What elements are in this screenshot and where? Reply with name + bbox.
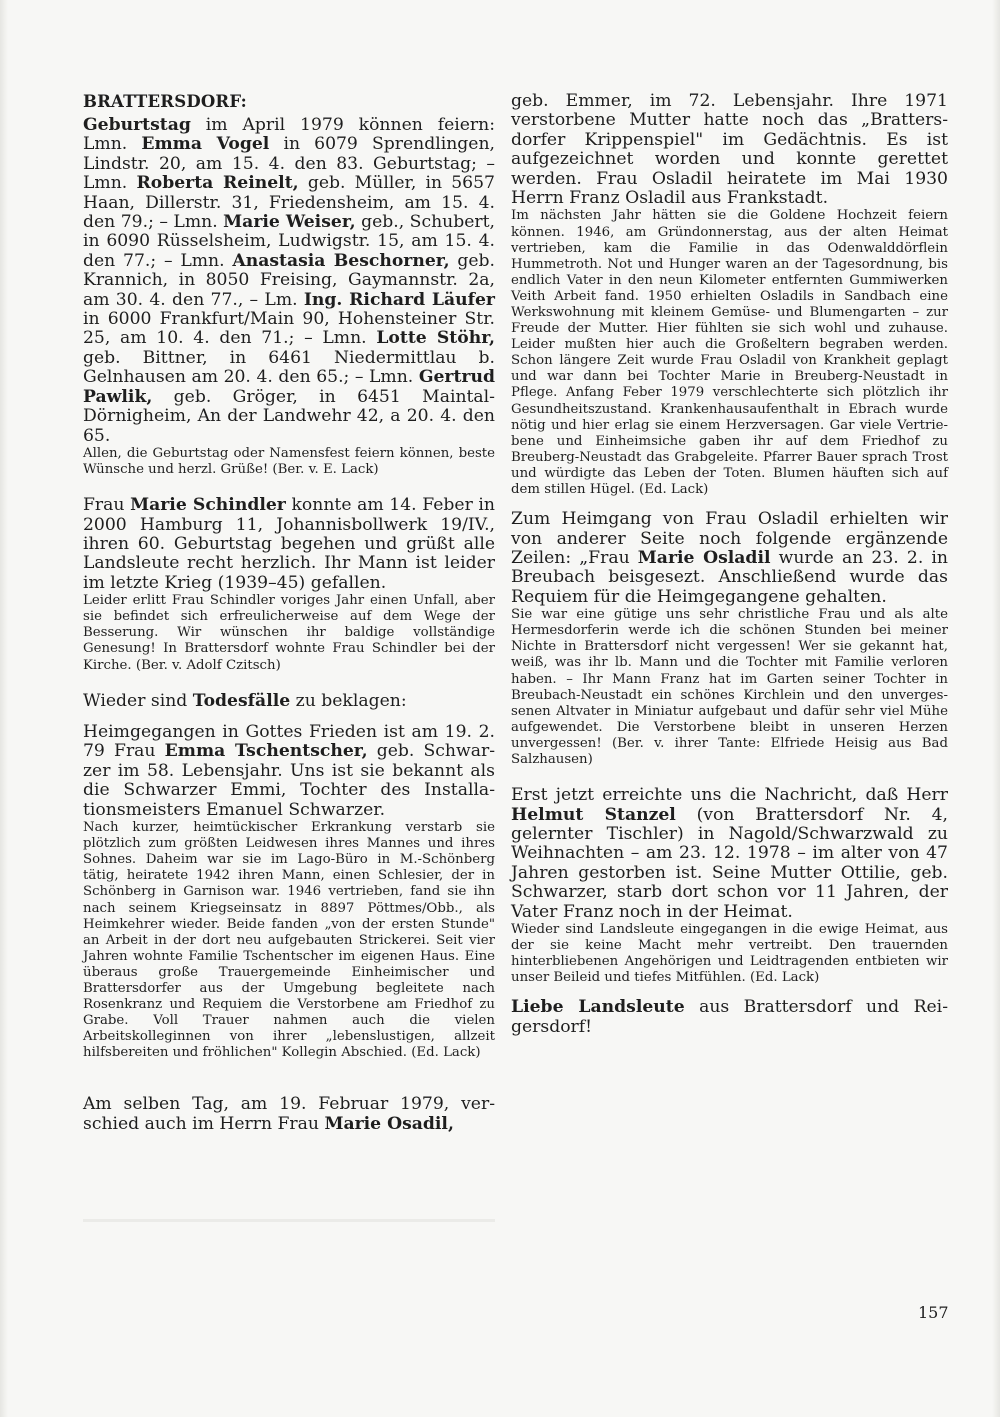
page-edge-right [992,0,1000,1417]
schindler-birthday-paragraph: Frau Marie Schindler konnte am 14. Feber in 2000 Hamburg 11, Johannisbollwerk 19/IV., ihren 60. Geburtstag begehen und grüßt alle Landsleute recht herzlich. Ihr Mann ist leider im letzte Krieg (1939–45) gefallen. [83,495,496,593]
bold-name: Helmut Stanzel [511,804,676,825]
bold-name: Marie Osadil, [324,1113,454,1134]
right-column [511,92,948,1037]
bold-name: Geburtstag [83,115,191,135]
bold-name: Marie Schindler [130,495,286,516]
osladil-aunt-note: Sie war eine gütige uns sehr christliche Frau und als alte Hermesdorferin werde ich die schönen Stunden bei meiner Nichte in Brattersdorf nicht vergessen! Wer sie gekannt hat, weiß, was ihr lb. Mann und die Tochter mit Familie verloren haben. – Ihr Mann Franz hat im Garten seiner Tochter in Breubach-Neustadt ein schönes Kirchlein und den unvergessenen Altvater in Miniatur aufgebaut und dafür sehr viel Mühe aufgewendet. Die Verstorbene bleibt in unseren Herzen unvergessen! (Ber. v. ihrer Tante: Elfriede Heisig aus Bad Salzhausen) [511,607,948,767]
bold-name: Todesfälle [192,690,291,711]
bold-name: Ing. Richard Läufer [303,289,495,310]
faint-divider [83,1219,495,1222]
tschentscher-obituary-note: Nach kurzer, heimtückischer Erkrankung verstarb sie plötzlich zum größten Leidwesen ihres Mannes und ihres Sohnes. Daheim war sie im Lago-Büro in M.-Schönberg tätig, heiratete 1942 ihren Mann, einen Schlesier, der in Schönberg in Garnison war. 1946 vertrieben, fand sie ihn nach seinem Kriegseinsatz in 8897 Pöttmes/Obb., als Heimkehrer wieder. Beide fanden „von der ersten Stunde" an Arbeit in der dort neu aufgebauten Strickerei. Seit vier Jahren wohnte Familie Tschentscher im eigenen Haus. Eine überaus große Trauergemeinde Einheimischer und Brattersdorfer aus der Umgebung begleitete nach Rosenkranz und Requiem die Verstorbene am Friedhof zu Grabe. Voll Trauer nahmen auch die vielen Arbeitskolleginnen von ihrer „lebenslustigen, allzeit hilfsbereiten und fröhlichen" Kollegin Abschied. (Ed. Lack) [83,820,495,1061]
section-heading: BRATTERSDORF: [83,92,247,111]
tschentscher-obituary-paragraph: Heimgegangen in Gottes Frieden ist am 19. 2. 79 Frau Emma Tschentscher, geb. Schwarzer im 58. Lebensjahr. Uns ist sie bekannt als die Schwarzer Emmi, Tochter des Installationsmeisters Emanuel Schwarzer. [83,722,495,820]
bold-name: Gertrud Pawlik, [83,367,495,407]
osladil-obituary-continued: geb. Emmer, im 72. Lebensjahr. Ihre 1971 verstorbene Mutter hatte noch das „Brattersdorfer Krippenspiel" im Gedächtnis. Es ist aufgezeichnet worden und konnte gerettet werden. Frau Osladil heiratete im Mai 1930 Herrn Franz Osladil aus Frankstadt. [511,91,948,209]
page-edge-left [0,0,8,1417]
stanzel-obituary-paragraph: Erst jetzt erreichte uns die Nachricht, daß Herr Helmut Stanzel (von Brattersdorf Nr. 4, gelernter Tischler) in Nagold/Schwarzwald zu Weihnachten – am 23. 12. 1978 – im alter von 47 Jahren gestorben ist. Seine Mutter Ottilie, geb. Schwarzer, starb dort schon vor 11 Jahren, der Vater Franz noch in der Heimat. [511,785,948,922]
bold-name: Marie Weiser, [223,212,356,233]
bold-name: Liebe Landsleute [511,997,685,1018]
left-column [83,92,495,1134]
bold-name: Marie Osladil [637,547,771,568]
closing-greeting: Liebe Landsleute aus Brattersdorf und Reigersdorf! [511,997,948,1037]
bold-name: Roberta Reinelt, [136,173,299,194]
bold-name: Emma Vogel [141,134,270,155]
osadil-obituary-start: Am selben Tag, am 19. Februar 1979, verschied auch im Herrn Frau Marie Osadil, [83,1094,495,1134]
birthday-greeting-note: Allen, die Geburtstag oder Namensfest feiern können, beste Wünsche und herzl. Grüße! (Ber. v. E. Lack) [83,445,495,477]
condolence-note: Wieder sind Landsleute eingegangen in die ewige Heimat, aus der sie keine Macht mehr vertreibt. Den trauernden hinterbliebenen Angehörigen und Leidtragenden entbieten wir unser Beileid und tiefes Mitfühlen. (Ed. Lack) [511,921,948,986]
page-number: 157 [918,1303,949,1322]
schindler-note: Leider erlitt Frau Schindler voriges Jahr einen Unfall, aber sie befindet sich erfreulicherweise auf dem Wege der Besserung. Wir wünschen ihr baldige vollständige Genesung! In Brattersdorf wohnte Frau Schindler bei der Kirche. (Ber. v. Adolf Czitsch) [83,593,495,673]
bold-name: Emma Tschentscher, [164,741,368,762]
osladil-supplement-paragraph: Zum Heimgang von Frau Osladil erhielten wir von anderer Seite noch folgende ergänzende Zeilen: „Frau Marie Osladil wurde an 23. 2. in Breubach beisgesezt. Anschließend wurde das Requiem für die Heimgegangene gehalten. [511,509,948,607]
birthday-list-paragraph: Geburtstag im April 1979 können feiern: Lmn. Emma Vogel in 6079 Sprendlingen, Lindstr. 20, am 15. 4. den 83. Geburtstag; – Lmn. Roberta Reinelt, geb. Müller, in 5657 Haan, Dillerstr. 31, Friedensheim, am 15. 4. den 79.; – Lmn. Marie Weiser, geb., Schubert, in 6090 Rüsselsheim, Ludwigstr. 15, am 15. 4. den 77.; – Lmn. Anastasia Beschorner, geb. Krannich, in 8050 Freising, Gaymannstr. 2a, am 30. 4. den 77., – Lm. Ing. Richard Läufer in 6000 Frankfurt/Main 90, Hohensteiner Str. 25, am 10. 4. den 71.; – Lmn. Lotte Stöhr, geb. Bittner, in 6461 Niedermittlau b. Gelnhausen am 20. 4. den 65.; – Lmn. Gertrud Pawlik, geb. Gröger, in 6451 Maintal-Dörnigheim, An der Landwehr 42, a 20. 4. den 65. [83,115,496,446]
bold-name: Lotte Stöhr, [376,328,495,349]
bold-name: Anastasia Beschorner, [232,250,450,271]
deaths-intro: Wieder sind Todesfälle zu beklagen: [83,690,407,711]
osladil-biography-note: Im nächsten Jahr hätten sie die Goldene Hochzeit feiern können. 1946, am Gründonnerstag, aus der alten Heimat vertrieben, kam die Familie in das Odenwalddörflein Hummetroth. Not und Hunger waren an der Tagesordnung, bis endlich Vater in den neun Kilometer entfernten Gummiwerken Veith Arbeit fand. 1950 erhielten Osladils in Sandbach eine Werkswohnung mit kleinem Gemüse- und Blumengarten – zur Freude der Mutter. Hier fühlten sie sich wohl und zuhause. Leider mußten hier auch die Großeltern begraben werden. Schon längere Zeit wurde Frau Osladil von Krankheit geplagt und war dann bei Tochter Marie in Breuberg-Neustadt in Pflege. Anfang Feber 1979 verschlechterte sich plötzlich ihr Gesundheitszustand. Krankenhausaufenthalt in Ebrach wurde nötig und hier erlag sie einem Herzversagen. Gar viele Vertriebene und Einheimsiche gaben ihr auf dem Friedhof zu Breuberg-Neustadt das Grabgeleite. Pfarrer Bauer sprach Trost und würdigte das Leben der Toten. Blumen häuften sich auf dem stillen Hügel. (Ed. Lack) [511,208,948,498]
